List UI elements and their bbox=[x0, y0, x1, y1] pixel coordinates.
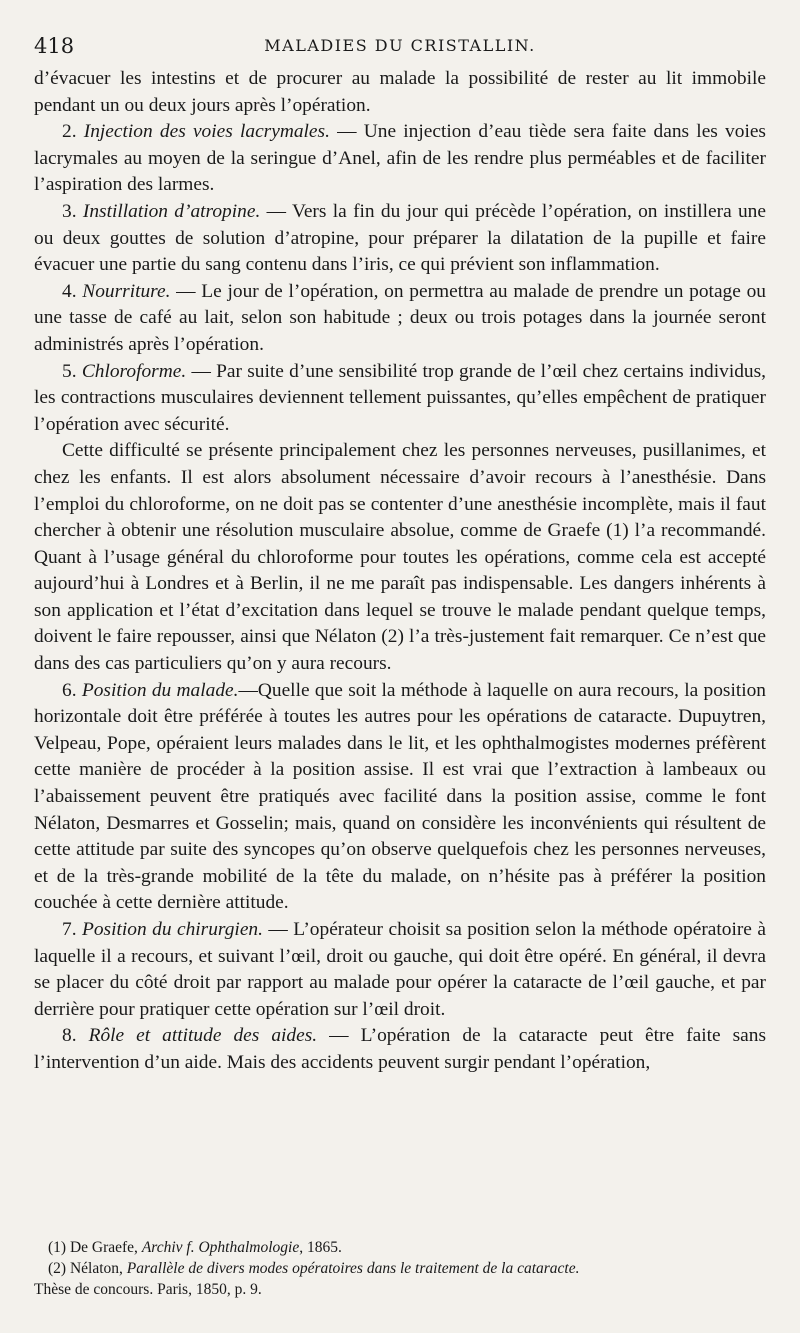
section-nourriture: 4. Nourriture. — Le jour de l’opération, on permettra au malade de prendre un potage ou une tasse de café au lait, selon son habitude ; deux ou trois potages dans la journée seront administrés après l’opération. bbox=[34, 280, 766, 355]
section-position-malade: 6. Position du malade.—Quelle que soit la méthode à laquelle on aura recours, la position horizontale doit être préférée à toutes les autres pour les opérations de cataracte. Dupuytren, Velpeau, Pope, opéraient leurs malades dans le lit, et les ophthalmogistes modernes préfèrent cette manière de procéder à la position assise. Il est vrai que l’extraction à lambeaux ou l’abaissement peuvent être pratiqués avec facilité dans la position assise, comme le font Nélaton, Desmarres et Gosselin; mais, quand on considère les inconvénients qui résultent de cette attitude par suite des syncopes qu’on observe quelquefois chez les personnes nerveuses, et de la très-grande mobilité de la tête du malade, on n’hésite pas à préférer la position couchée à cette dernière attitude. bbox=[34, 679, 766, 914]
paragraph-continuation: d’évacuer les intestins et de procurer au malade la possibilité de rester au lit immobile pendant un ou deux jours après l’opération. bbox=[34, 68, 766, 116]
section-title: Nourriture. bbox=[82, 280, 171, 302]
section-title: Instillation d’atropine. bbox=[82, 200, 261, 222]
body-text bbox=[34, 66, 766, 1077]
footnote-1: (1) De Graefe, Archiv f. Ophthalmologie, 1865. bbox=[48, 1239, 342, 1256]
section-title: Rôle et attitude des aides. bbox=[88, 1025, 318, 1047]
running-title: MALADIES DU CRISTALLIN. bbox=[264, 36, 536, 55]
footnotes bbox=[34, 1237, 766, 1300]
section-role-aides: 8. Rôle et attitude des aides. — L’opération de la cataracte peut être faite sans l’intervention d’un aide. Mais des accidents peuvent surgir pendant l’opération, bbox=[34, 1025, 766, 1073]
section-title: Position du malade. bbox=[81, 679, 239, 701]
footnote-2: (2) Nélaton, Parallèle de divers modes opératoires dans le traitement de la cataracte. bbox=[48, 1260, 580, 1277]
section-chloroforme: 5. Chloroforme. — Par suite d’une sensibilité trop grande de l’œil chez certains individus, les contractions musculaires deviennent tellement puissantes, qu’elles empêchent de pratiquer l’opération avec sécurité. bbox=[34, 360, 766, 435]
section-injection-voies-lacrymales: 2. Injection des voies lacrymales. — Une injection d’eau tiède sera faite dans les voies lacrymales au moyen de la seringue d’Anel, afin de les rendre plus perméables et de faciliter l’aspiration des larmes. bbox=[34, 121, 766, 196]
page-number: 418 bbox=[34, 34, 75, 58]
section-position-chirurgien: 7. Position du chirurgien. — L’opérateur choisit sa position selon la méthode opératoire à laquelle il a recours, et suivant l’œil, droit ou gauche, qui doit être opéré. En général, il devra se placer du côté droit par rapport au malade pour opérer la cataracte de l’œil gauche, et par derrière pour pratiquer cette opération sur l’œil droit. bbox=[34, 919, 766, 1020]
section-title: Chloroforme. bbox=[81, 360, 187, 382]
footnote-2-continuation: Thèse de concours. Paris, 1850, p. 9. bbox=[34, 1281, 262, 1298]
section-instillation-atropine: 3. Instillation d’atropine. — Vers la fin du jour qui précède l’opération, on instillera une ou deux gouttes de solution d’atropine, pour préparer la dilatation de la pupille et faire évacuer une partie du sang contenu dans l’iris, ce qui prévient son inflammation. bbox=[34, 200, 766, 276]
page-header bbox=[34, 28, 766, 58]
section-title: Injection des voies lacrymales. bbox=[83, 121, 330, 143]
paragraph-anesthesie: Cette difficulté se présente principalement chez les personnes nerveuses, pusillanimes, et chez les enfants. Il est alors absolument nécessaire d’avoir recours à l’anesthésie. Dans l’emploi du chloroforme, on ne doit pas se contenter d’une anesthésie incomplète, mais il faut chercher à obtenir une résolution musculaire absolue, comme de Graefe (1) l’a recommandé. Quant à l’usage général du chloroforme pour toutes les opérations, comme cela est accepté aujourd’hui à Londres et à Berlin, il ne me paraît pas indispensable. Les dangers inhérents à son application et l’état d’excitation dans lequel se trouve le malade pendant quelque temps, doivent le faire repousser, ainsi que Nélaton (2) l’a très-justement fait remarquer. Ce n’est que dans des cas particuliers qu’on y aura recours. bbox=[34, 440, 766, 675]
section-title: Position du chirurgien. bbox=[82, 919, 263, 940]
